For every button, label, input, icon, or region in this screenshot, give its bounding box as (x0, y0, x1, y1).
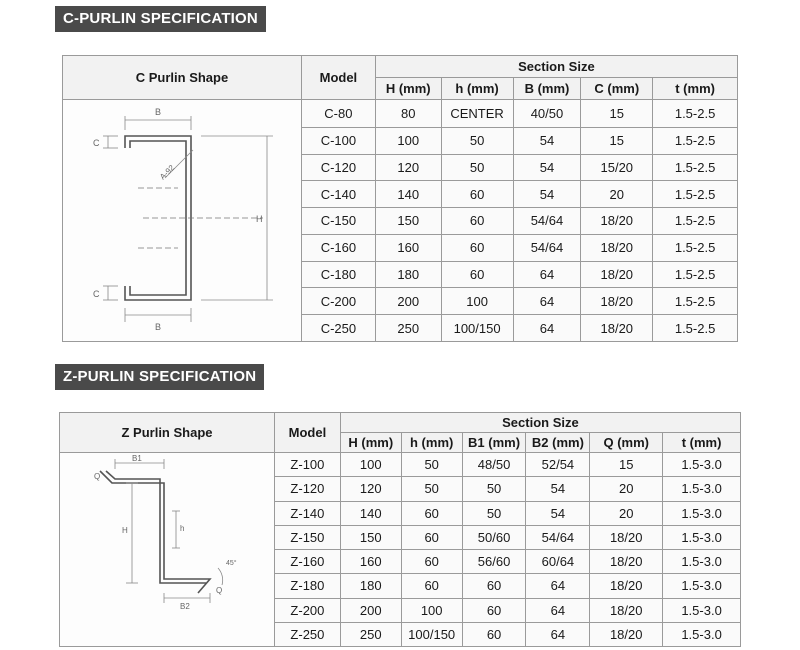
table-cell: C-120 (301, 154, 375, 181)
table-cell: 100/150 (401, 622, 462, 646)
table-cell: 100 (401, 598, 462, 622)
z-purlin-diagram (60, 453, 273, 643)
z-purlin-diagram-cell (60, 453, 275, 647)
table-cell: 1.5-2.5 (653, 100, 738, 128)
table-cell: Z-100 (274, 453, 340, 477)
table-cell: 18/20 (581, 261, 653, 288)
table-cell: 60 (401, 525, 462, 549)
table-cell: 15 (581, 100, 653, 128)
table-cell: 1.5-2.5 (653, 234, 738, 261)
table-cell: 1.5-3.0 (663, 622, 741, 646)
c-col-header: h (mm) (441, 78, 513, 100)
table-cell: 54 (526, 477, 590, 501)
table-cell: 50 (441, 127, 513, 154)
table-cell: 54 (513, 127, 581, 154)
table-cell: 64 (513, 315, 581, 342)
table-cell: 60/64 (526, 550, 590, 574)
c-shape-header: C Purlin Shape (63, 56, 302, 100)
z-section-size-header: Section Size (340, 413, 740, 433)
table-cell: 250 (375, 315, 441, 342)
table-cell: 50 (401, 477, 462, 501)
z-col-header: B1 (mm) (462, 433, 526, 453)
table-cell: 52/54 (526, 453, 590, 477)
table-cell: 1.5-2.5 (653, 208, 738, 235)
table-cell: 64 (526, 574, 590, 598)
c-col-header: C (mm) (581, 78, 653, 100)
table-cell: 18/20 (581, 315, 653, 342)
table-cell: 1.5-2.5 (653, 127, 738, 154)
table-cell: 1.5-2.5 (653, 315, 738, 342)
z-purlin-section-title: Z-PURLIN SPECIFICATION (55, 364, 264, 390)
table-cell: 140 (375, 181, 441, 208)
table-cell: 18/20 (581, 288, 653, 315)
table-cell: 50 (441, 154, 513, 181)
table-cell: 40/50 (513, 100, 581, 128)
table-cell: 18/20 (590, 550, 663, 574)
table-cell: 15 (581, 127, 653, 154)
table-cell: 1.5-2.5 (653, 154, 738, 181)
table-cell: Z-200 (274, 598, 340, 622)
c-section-size-header: Section Size (375, 56, 737, 78)
table-cell: 64 (513, 261, 581, 288)
z-diagram-label-b1: B1 (132, 454, 143, 463)
table-cell: 100 (375, 127, 441, 154)
table-cell: 1.5-3.0 (663, 574, 741, 598)
c-purlin-spec-table (62, 55, 738, 342)
z-diagram-label-q-bottom: Q (216, 586, 223, 595)
table-cell: 54/64 (526, 525, 590, 549)
table-cell: C-250 (301, 315, 375, 342)
table-cell: 120 (375, 154, 441, 181)
z-col-header: t (mm) (663, 433, 741, 453)
table-cell: 56/60 (462, 550, 526, 574)
table-cell: 20 (581, 181, 653, 208)
table-cell: 20 (590, 501, 663, 525)
table-cell: 60 (462, 598, 526, 622)
table-cell: 60 (401, 550, 462, 574)
table-cell: 150 (340, 525, 401, 549)
table-cell: 1.5-3.0 (663, 501, 741, 525)
c-diagram-label-c-bottom: C (93, 289, 100, 299)
c-col-header: H (mm) (375, 78, 441, 100)
z-col-header: B2 (mm) (526, 433, 590, 453)
table-cell: 1.5-3.0 (663, 477, 741, 501)
z-purlin-spec-table (59, 412, 741, 647)
table-cell: 50 (401, 453, 462, 477)
table-cell: 54 (513, 181, 581, 208)
table-cell: C-200 (301, 288, 375, 315)
table-cell: 60 (401, 574, 462, 598)
z-diagram-label-b2: B2 (180, 602, 191, 611)
table-cell: 100 (441, 288, 513, 315)
c-diagram-label-b-bottom: B (155, 322, 162, 332)
table-cell: 60 (441, 208, 513, 235)
z-diagram-label-q-top: Q (94, 472, 101, 481)
table-cell: 60 (401, 501, 462, 525)
table-cell: 160 (340, 550, 401, 574)
c-purlin-diagram-cell (63, 100, 302, 342)
table-cell: C-150 (301, 208, 375, 235)
table-cell: 1.5-2.5 (653, 261, 738, 288)
table-cell: 200 (375, 288, 441, 315)
table-cell: 140 (340, 501, 401, 525)
c-diagram-label-b-top: B (155, 107, 162, 117)
c-col-header: B (mm) (513, 78, 581, 100)
table-cell: 60 (441, 181, 513, 208)
z-diagram-label-h-small: h (180, 524, 185, 533)
table-cell: 60 (441, 234, 513, 261)
table-cell: C-100 (301, 127, 375, 154)
table-cell: 18/20 (590, 622, 663, 646)
table-cell: 100/150 (441, 315, 513, 342)
table-cell: 18/20 (590, 598, 663, 622)
table-row (60, 453, 741, 477)
table-cell: 100 (340, 453, 401, 477)
c-model-header: Model (301, 56, 375, 100)
z-diagram-label-h-big: H (122, 526, 129, 535)
table-cell: 18/20 (581, 234, 653, 261)
table-cell: 60 (441, 261, 513, 288)
table-cell: 15/20 (581, 154, 653, 181)
table-cell: 200 (340, 598, 401, 622)
table-cell: Z-250 (274, 622, 340, 646)
table-cell: Z-120 (274, 477, 340, 501)
table-cell: 48/50 (462, 453, 526, 477)
z-diagram-label-angle: 45° (226, 560, 238, 567)
table-cell: 150 (375, 208, 441, 235)
table-cell: 160 (375, 234, 441, 261)
table-cell: Z-150 (274, 525, 340, 549)
table-cell: 54 (513, 154, 581, 181)
table-cell: 1.5-3.0 (663, 453, 741, 477)
table-cell: 18/20 (581, 208, 653, 235)
table-cell: 64 (526, 622, 590, 646)
table-cell: 1.5-3.0 (663, 550, 741, 574)
table-cell: Z-160 (274, 550, 340, 574)
table-cell: 15 (590, 453, 663, 477)
table-cell: 54 (526, 501, 590, 525)
z-col-header: H (mm) (340, 433, 401, 453)
c-diagram-label-angle: A-92 (158, 163, 177, 182)
table-cell: 80 (375, 100, 441, 128)
table-cell: 18/20 (590, 525, 663, 549)
table-cell: 120 (340, 477, 401, 501)
table-cell: 54/64 (513, 234, 581, 261)
z-col-header: h (mm) (401, 433, 462, 453)
table-cell: 50/60 (462, 525, 526, 549)
c-diagram-label-h: H (256, 214, 263, 224)
table-cell: 1.5-3.0 (663, 525, 741, 549)
table-cell: C-140 (301, 181, 375, 208)
c-col-header: t (mm) (653, 78, 738, 100)
z-col-header: Q (mm) (590, 433, 663, 453)
table-row (63, 100, 738, 128)
z-shape-header: Z Purlin Shape (60, 413, 275, 453)
table-cell: 60 (462, 622, 526, 646)
table-cell: C-160 (301, 234, 375, 261)
table-cell: 250 (340, 622, 401, 646)
c-diagram-label-c-top: C (93, 138, 100, 148)
c-purlin-diagram (63, 100, 300, 338)
table-cell: 60 (462, 574, 526, 598)
table-cell: 64 (513, 288, 581, 315)
table-cell: C-180 (301, 261, 375, 288)
table-cell: 50 (462, 477, 526, 501)
table-cell: 50 (462, 501, 526, 525)
table-cell: CENTER (441, 100, 513, 128)
table-cell: Z-140 (274, 501, 340, 525)
table-cell: 18/20 (590, 574, 663, 598)
table-cell: 54/64 (513, 208, 581, 235)
z-model-header: Model (274, 413, 340, 453)
table-cell: Z-180 (274, 574, 340, 598)
table-cell: 1.5-3.0 (663, 598, 741, 622)
table-cell: 180 (340, 574, 401, 598)
c-purlin-section-title: C-PURLIN SPECIFICATION (55, 6, 266, 32)
table-cell: 20 (590, 477, 663, 501)
table-cell: 1.5-2.5 (653, 288, 738, 315)
table-cell: 64 (526, 598, 590, 622)
table-cell: 180 (375, 261, 441, 288)
table-cell: 1.5-2.5 (653, 181, 738, 208)
table-cell: C-80 (301, 100, 375, 128)
